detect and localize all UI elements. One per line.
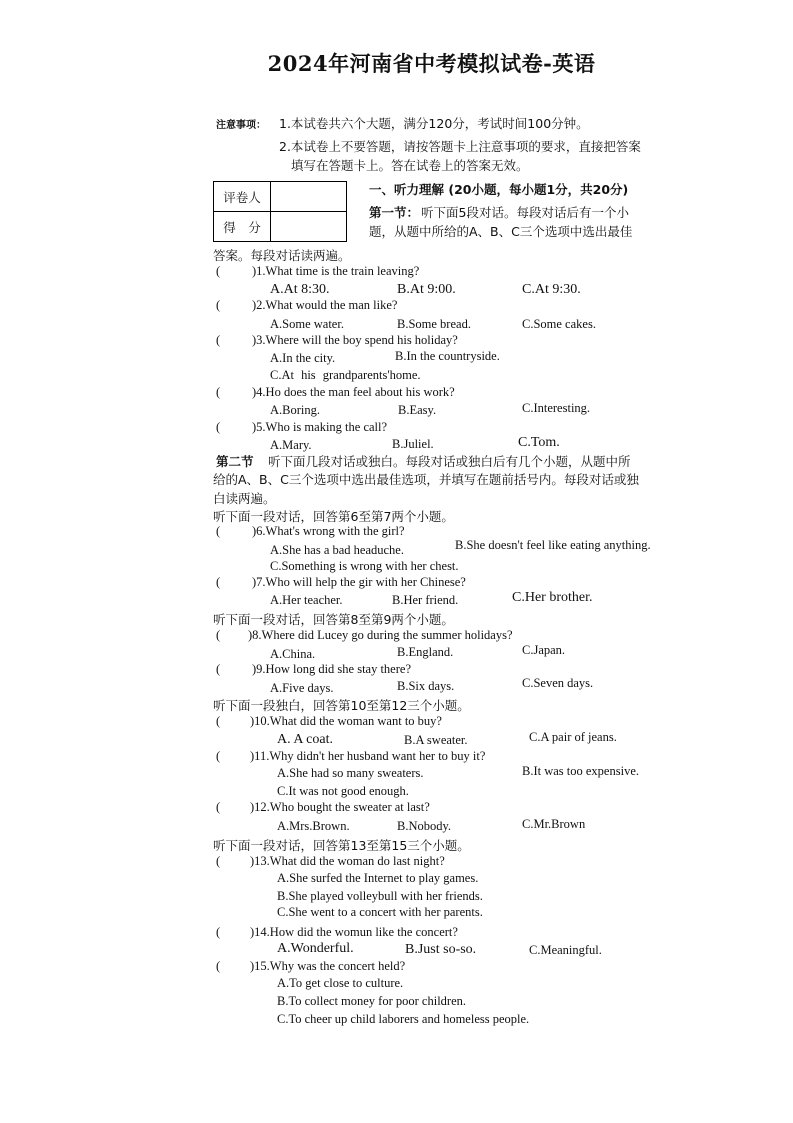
q7-option-a: A.Her teacher. xyxy=(270,593,343,607)
question-8: )8.Where did Lucey go during the summer holidays? xyxy=(248,628,513,642)
section2-text-1: 听下面几段对话或独白。每段对话或独白后有几个小题，从题中所 xyxy=(268,454,631,469)
section1-text-3: 答案。每段对话读两遍。 xyxy=(213,248,351,263)
answer-paren: ( xyxy=(216,264,221,278)
q13-option-a: A.She surfed the Internet to play games. xyxy=(277,871,479,885)
answer-paren: ( xyxy=(216,628,221,642)
q11-option-a: A.She had so many sweaters. xyxy=(277,766,424,780)
q1-option-c: C.At 9:30. xyxy=(522,282,581,297)
notice-line-3: 填写在答题卡上。答在试卷上的答案无效。 xyxy=(291,158,529,173)
question-6: )6.What's wrong with the girl? xyxy=(252,524,405,538)
question-10: )10.What did the woman want to buy? xyxy=(250,714,442,728)
part1-heading: 一、听力理解 (20小题，每小题1分，共20分) xyxy=(369,182,629,197)
notice-line-2: 2.本试卷上不要答题，请按答题卡上注意事项的要求，直接把答案 xyxy=(279,139,641,154)
question-1: )1.What time is the train leaving? xyxy=(252,264,420,278)
q1-option-b: B.At 9:00. xyxy=(397,282,456,297)
answer-paren: ( xyxy=(216,800,221,814)
q10-option-c: C.A pair of jeans. xyxy=(529,730,617,744)
section2-text-3: 白读两遍。 xyxy=(213,491,276,506)
score-table xyxy=(213,181,347,242)
answer-paren: ( xyxy=(216,749,221,763)
q9-option-b: B.Six days. xyxy=(397,679,455,693)
q9-option-a: A.Five days. xyxy=(270,681,334,695)
section1-text-1: 听下面5段对话。每段对话后有一个小 xyxy=(421,205,629,220)
q5-option-b: B.Juliel. xyxy=(392,437,434,451)
question-9: )9.How long did she stay there? xyxy=(252,662,411,676)
q1-option-a: A.At 8:30. xyxy=(270,282,330,297)
question-13: )13.What did the woman do last night? xyxy=(250,854,445,868)
q5-option-c: C.Tom. xyxy=(518,435,560,450)
notice-line-1: 1.本试卷共六个大题，满分120分，考试时间100分钟。 xyxy=(279,116,589,131)
question-14: )14.How did the womun like the concert? xyxy=(250,925,458,939)
q8-option-b: B.England. xyxy=(397,645,454,659)
dialogue-intro-8-9: 听下面一段对话，回答第8至第9两个小题。 xyxy=(213,612,454,627)
exam-title: 2024年河南省中考模拟试卷-英语 xyxy=(267,51,596,76)
q14-option-a: A.Wonderful. xyxy=(277,941,354,956)
section1-text-2: 题，从题中所给的A、B、C三个选项中选出最佳 xyxy=(369,224,633,239)
grader-cell xyxy=(271,182,347,212)
answer-paren: ( xyxy=(216,420,221,434)
q8-option-a: A.China. xyxy=(270,647,316,661)
q3-option-a: A.In the city. xyxy=(270,351,336,365)
answer-paren: ( xyxy=(216,714,221,728)
q2-option-c: C.Some cakes. xyxy=(522,317,596,331)
q13-option-b: B.She played volleybull with her friends. xyxy=(277,889,483,903)
q15-option-b: B.To collect money for poor children. xyxy=(277,994,467,1008)
question-15: )15.Why was the concert held? xyxy=(250,959,406,973)
q11-option-c: C.It was not good enough. xyxy=(277,784,409,798)
answer-paren: ( xyxy=(216,925,221,939)
q13-option-c: C.She went to a concert with her parents. xyxy=(277,905,483,919)
q6-option-c: C.Something is wrong with her chest. xyxy=(270,559,459,573)
q4-option-c: C.Interesting. xyxy=(522,401,591,415)
score-cell xyxy=(271,212,347,242)
notice-label: 注意事项： xyxy=(216,120,266,131)
question-2: )2.What would the man like? xyxy=(252,298,398,312)
answer-paren: ( xyxy=(216,385,221,399)
answer-paren: ( xyxy=(216,333,221,347)
q12-option-b: B.Nobody. xyxy=(397,819,452,833)
question-11: )11.Why didn't her husband want her to buy it? xyxy=(250,749,486,763)
question-3: )3.Where will the boy spend his holiday? xyxy=(252,333,458,347)
q5-option-a: A.Mary. xyxy=(270,438,312,452)
q7-option-c: C.Her brother. xyxy=(512,590,593,605)
q14-option-c: C.Meaningful. xyxy=(529,943,602,957)
q6-option-b: B.She doesn't feel like eating anything. xyxy=(455,538,651,552)
q2-option-a: A.Some water. xyxy=(270,317,344,331)
q3-option-b: B.In the countryside. xyxy=(395,349,500,363)
q12-option-a: A.Mrs.Brown. xyxy=(277,819,350,833)
q3-option-c: C.At his grandparents'home. xyxy=(270,368,421,382)
q2-option-b: B.Some bread. xyxy=(397,317,471,331)
answer-paren: ( xyxy=(216,524,221,538)
section1-label: 第一节： xyxy=(369,205,420,220)
answer-paren: ( xyxy=(216,298,221,312)
q6-option-a: A.She has a bad headuche. xyxy=(270,543,404,557)
q4-option-a: A.Boring. xyxy=(270,403,320,417)
question-4: )4.Ho does the man feel about his work? xyxy=(252,385,455,399)
grader-label: 评卷人 xyxy=(214,182,271,212)
q11-option-b: B.It was too expensive. xyxy=(522,764,639,778)
q9-option-c: C.Seven days. xyxy=(522,676,594,690)
score-label: 得 分 xyxy=(214,212,271,242)
answer-paren: ( xyxy=(216,575,221,589)
q4-option-b: B.Easy. xyxy=(398,403,437,417)
dialogue-intro-6-7: 听下面一段对话，回答第6至第7两个小题。 xyxy=(213,509,454,524)
section2-text-2: 给的A、B、C三个选项中选出最佳选项，并填写在题前括号内。每段对话或独 xyxy=(213,472,639,487)
dialogue-intro-13-15: 听下面一段对话，回答第13至第15三个小题。 xyxy=(213,838,470,853)
question-7: )7.Who will help the gir with her Chinese? xyxy=(252,575,466,589)
section2-label: 第二节 xyxy=(216,454,254,469)
q10-option-b: B.A sweater. xyxy=(404,733,468,747)
answer-paren: ( xyxy=(216,662,221,676)
monologue-intro-10-12: 听下面一段独白，回答第10至第12三个小题。 xyxy=(213,698,470,713)
question-12: )12.Who bought the sweater at last? xyxy=(250,800,430,814)
q12-option-c: C.Mr.Brown xyxy=(522,817,586,831)
q8-option-c: C.Japan. xyxy=(522,643,566,657)
q14-option-b: B.Just so-so. xyxy=(405,942,477,957)
q10-option-a: A. A coat. xyxy=(277,732,333,747)
q7-option-b: B.Her friend. xyxy=(392,593,459,607)
q15-option-a: A.To get close to culture. xyxy=(277,976,404,990)
answer-paren: ( xyxy=(216,959,221,973)
question-5: )5.Who is making the call? xyxy=(252,420,388,434)
q15-option-c: C.To cheer up child laborers and homeless people. xyxy=(277,1012,530,1026)
answer-paren: ( xyxy=(216,854,221,868)
